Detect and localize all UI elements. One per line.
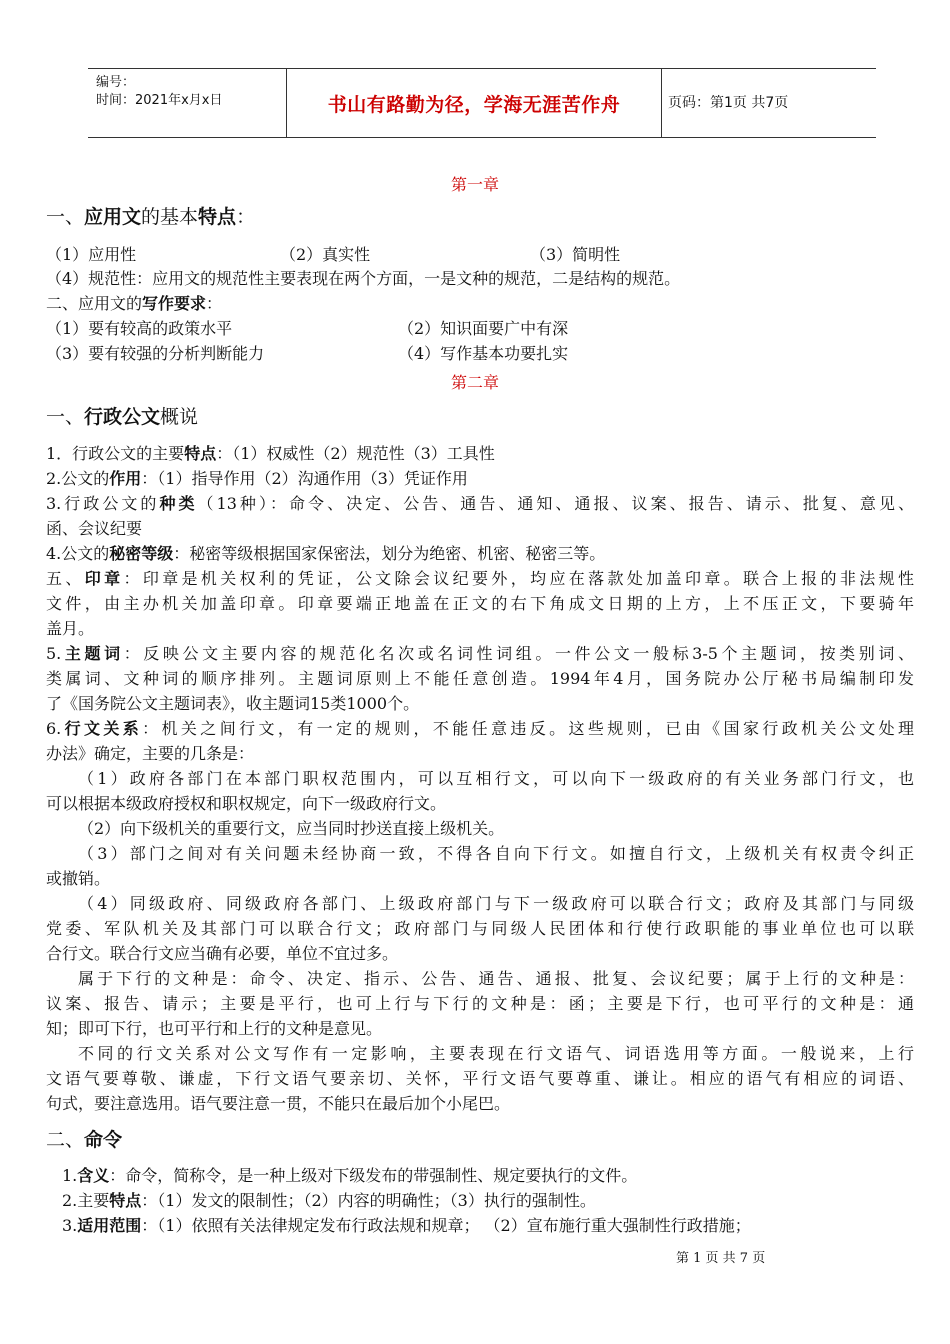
prefix: 一、 — [46, 206, 85, 228]
item-seal — [46, 569, 914, 589]
bold-term: 特点 — [109, 1191, 142, 1210]
item-features — [46, 444, 495, 464]
bold-term: 适用范围 — [77, 1216, 142, 1235]
page-footer: 第 1 页 共 7 页 — [676, 1251, 766, 1266]
bold-term: 含义 — [77, 1166, 110, 1185]
ch1-section-2-heading — [46, 294, 222, 314]
rule-2: （2）向下级机关的重要行文，应当同时抄送直接上级机关。 — [78, 819, 505, 838]
chapter-2-title: 第二章 — [450, 373, 499, 392]
text: 概说 — [160, 406, 199, 428]
item-relations-l2: 办法》确定，主要的几条是： — [46, 744, 255, 763]
item-subject-words-l3: 了《国务院公文主题词表》，收主题词15类1000个。 — [46, 694, 420, 713]
text: 6. — [46, 719, 62, 738]
header-page-cell — [660, 69, 876, 137]
text: ：印章是机关权利的凭证，公文除会议纪要外，均应在落款处加盖印章。联合上报的非法规性 — [123, 569, 914, 588]
bold-term: 种类 — [159, 494, 198, 513]
item-types-cont: 函、会议纪要 — [46, 519, 143, 538]
bold-term: 特点 — [184, 444, 217, 463]
header-motto: 书山有路勤为径，学海无涯苦作舟 — [327, 93, 621, 116]
tone-paragraph: 不同的行文关系对公文写作有一定影响，主要表现在行文语气、词语选用等方面。一般说来，上行 — [78, 1044, 914, 1063]
text: 二、应用文的 — [46, 294, 143, 313]
text: ：机关之间行文，有一定的规则，不能任意违反。这些规则，已由《国家行政机关公文处理 — [142, 719, 914, 738]
bold-term: 特点 — [198, 206, 237, 228]
bold-term: 应用文 — [84, 206, 142, 228]
bold-term: 秘密等级 — [109, 544, 174, 563]
text: ：反映公文主要内容的规范化名次或名词性词组。一件公文一般标3-5个主题词，按类别词、 — [123, 644, 914, 663]
doc-direction-l3: 知；即可下行，也可平行和上行的文种是意见。 — [46, 1019, 383, 1038]
bold-term: 命令 — [84, 1129, 123, 1151]
text: ：（1）发文的限制性；（2）内容的明确性；（3）执行的强制性。 — [141, 1191, 596, 1210]
rule-4-l2: 党委、军队机关及其部门可以联合行文；政府部门与同级人民团体和行使行政职能的事业单位也可以联 — [46, 919, 914, 938]
requirement-2: （2）知识面要广中有深 — [398, 319, 569, 338]
rule-3: （3）部门之间对有关问题未经协商一致，不得各自向下行文。如擅自行文，上级机关有权责令纠正 — [78, 844, 914, 863]
time-label: 时间：2021年x月x日 — [96, 93, 223, 108]
text: 2.主要 — [62, 1191, 110, 1210]
text: 5. — [46, 644, 62, 663]
text: （13种）：命令、决定、公告、通告、通知、通报、议案、报告、请示、批复、意见、 — [197, 494, 914, 513]
text: ：（1）依照有关法律规定发布行政法规和规章； （2）宣布施行重大强制性行政措施； — [141, 1216, 751, 1235]
rule-4: （4）同级政府、同级政府各部门、上级政府部门与下一级政府可以联合行文；政府及其部门与同级 — [78, 894, 914, 913]
bold-term: 作用 — [109, 469, 142, 488]
text: 五、 — [46, 569, 85, 588]
doc-direction-paragraph: 属于下行的文种是：命令、决定、指示、公告、通告、通报、批复、会议纪要；属于上行的文种是： — [78, 969, 914, 988]
doc-direction-l2: 议案、报告、请示；主要是平行，也可上行与下行的文种是：函；主要是下行，也可平行的文种是：通 — [46, 994, 914, 1013]
order-scope — [62, 1216, 751, 1236]
number-label: 编号： — [96, 75, 136, 90]
text: 3.行政公文的 — [46, 494, 160, 513]
requirement-4: （4）写作基本功要扎实 — [398, 344, 569, 363]
text: ： — [206, 294, 223, 313]
item-secrecy — [46, 544, 605, 564]
requirement-3: （3）要有较强的分析判断能力 — [46, 344, 265, 363]
feature-1: （1）应用性 — [46, 245, 137, 264]
text: ：（1）权威性（2）规范性（3）工具性 — [216, 444, 495, 463]
order-features — [62, 1191, 596, 1211]
header-page-label: 页码：第1页 共7页 — [668, 95, 789, 111]
item-subject-words — [46, 644, 914, 664]
tone-l2: 文语气要尊敬、谦虚，下行文语气要亲切、关怀，平行文语气要尊重、谦让。相应的语气有相应的词语、 — [46, 1069, 914, 1088]
feature-3: （3）简明性 — [530, 245, 621, 264]
text: 3. — [62, 1216, 78, 1235]
order-meaning — [62, 1166, 637, 1186]
feature-4: （4）规范性：应用文的规范性主要表现在两个方面，一是文种的规范，二是结构的规范。 — [46, 269, 681, 288]
bold-term: 主题词 — [61, 644, 124, 663]
text: 1．行政公文的主要 — [46, 444, 185, 463]
rule-1-l2: 可以根据本级政府授权和职权规定，向下一级政府行文。 — [46, 794, 447, 813]
text: ：（1）指导作用（2）沟通作用（3）凭证作用 — [141, 469, 468, 488]
rule-1: （1）政府各部门在本部门职权范围内，可以互相行文，可以向下一级政府的有关业务部门行文，也 — [78, 769, 914, 788]
item-relations — [46, 719, 914, 739]
requirement-1: （1）要有较高的政策水平 — [46, 319, 233, 338]
text: ： — [236, 206, 256, 228]
text: ：秘密等级根据国家保密法，划分为绝密、机密、秘密三等。 — [173, 544, 606, 563]
header-motto-cell — [286, 69, 662, 137]
ch2-section-2-heading — [46, 1130, 122, 1150]
prefix: 二、 — [46, 1129, 85, 1151]
item-seal-l2: 文件，由主办机关加盖印章。印章要端正地盖在正文的右下角成文日期的上方，上不压正文，下要骑年 — [46, 594, 914, 613]
header-meta — [88, 69, 286, 137]
chapter-1-title: 第一章 — [450, 175, 499, 194]
rule-3-l2: 或撤销。 — [46, 869, 111, 888]
prefix: 一、 — [46, 406, 85, 428]
bold-term: 行政公文 — [84, 406, 161, 428]
tone-l3: 句式，要注意选用。语气要注意一贯，不能只在最后加个小尾巴。 — [46, 1094, 511, 1113]
ch1-section-1-heading — [46, 207, 255, 227]
item-seal-l3: 盖月。 — [46, 619, 95, 638]
text: 1. — [62, 1166, 78, 1185]
text: 2.公文的 — [46, 469, 110, 488]
item-subject-words-l2: 类属词、文种词的顺序排列。主题词原则上不能任意创造。1994年4月，国务院办公厅秘书局编制印发 — [46, 669, 914, 688]
text: 4.公文的 — [46, 544, 110, 563]
text: ：命令，简称令，是一种上级对下级发布的带强制性、规定要执行的文件。 — [109, 1166, 638, 1185]
bold-term: 印章 — [84, 569, 124, 588]
bold-term: 行文关系 — [61, 719, 143, 738]
text: 的基本 — [141, 206, 199, 228]
page-header-table — [88, 68, 876, 138]
bold-term: 写作要求 — [142, 294, 207, 313]
rule-4-l3: 合行文。联合行文应当确有必要，单位不宜过多。 — [46, 944, 399, 963]
ch2-section-1-heading — [46, 407, 198, 427]
item-types — [46, 494, 914, 514]
feature-2: （2）真实性 — [280, 245, 371, 264]
item-functions — [46, 469, 468, 489]
